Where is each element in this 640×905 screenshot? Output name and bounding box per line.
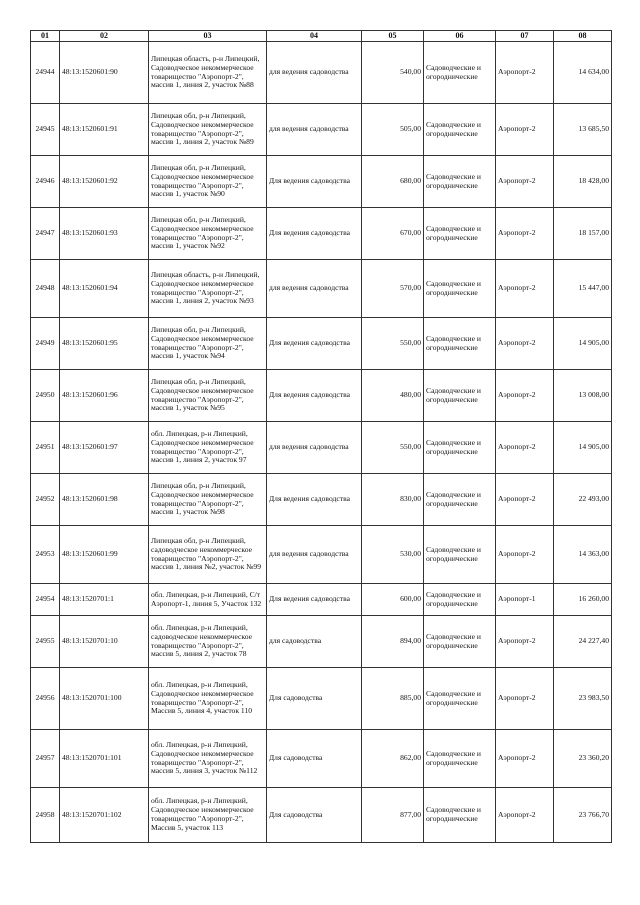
registry-sheet <box>30 30 611 843</box>
address-cell <box>149 788 267 843</box>
table-row <box>31 730 612 788</box>
column-header-07: 07 <box>496 31 554 42</box>
area-value: 550,00 <box>400 338 421 348</box>
cadastral-number-cell <box>60 668 149 730</box>
permitted-use-cell <box>267 788 362 843</box>
row-number: 24955 <box>35 636 55 646</box>
land-category-cell <box>424 422 496 474</box>
area-value: 600,00 <box>400 594 421 604</box>
permitted-use: Для ведения садоводства <box>269 390 350 400</box>
zone-name-cell <box>496 156 554 208</box>
address: Липецкая обл, р-н Липецкий, Садоводческое некоммерческое товарищество "Аэропорт-2", массив 1, участок №90 <box>151 162 254 199</box>
zone-name-cell <box>496 668 554 730</box>
cadastral-number: 48:13:1520701:100 <box>62 693 122 703</box>
area-value: 894,00 <box>400 636 421 646</box>
address: обл. Липецкая, р-н Липецкий, С/т Аэропорт-1, линия 5, Участок 132 <box>151 589 262 608</box>
address: Липецкая обл, р-н Липецкий, Садоводческое некоммерческое товарищество "Аэропорт-2", массив 1, участок №94 <box>151 324 254 361</box>
address: обл. Липецкая, р-н Липецкий, садоводческое некоммерческое товарищество "Аэропорт-2", массив 5, линия 2, участок 78 <box>151 622 252 659</box>
area-value-cell <box>362 208 424 260</box>
area-value-cell <box>362 156 424 208</box>
column-header-04: 04 <box>267 31 362 42</box>
cadastral-number: 48:13:1520601:93 <box>62 228 118 238</box>
land-category-cell <box>424 788 496 843</box>
row-number: 24950 <box>35 390 55 400</box>
cadastral-number-cell <box>60 370 149 422</box>
land-category-cell <box>424 104 496 156</box>
land-category-cell <box>424 156 496 208</box>
area-value: 570,00 <box>400 283 421 293</box>
area-value: 862,00 <box>400 753 421 763</box>
table-row <box>31 616 612 668</box>
column-header-03: 03 <box>149 31 267 42</box>
land-category: Садоводческие и огороднические <box>426 805 481 823</box>
cadastral-number: 48:13:1520601:92 <box>62 176 118 186</box>
cadastral-number: 48:13:1520701:10 <box>62 636 118 646</box>
cadastral-value-cell <box>554 318 612 370</box>
cadastral-number-cell <box>60 616 149 668</box>
table-row <box>31 208 612 260</box>
cadastral-number-cell <box>60 422 149 474</box>
cadastral-value: 23 983,50 <box>578 693 609 703</box>
table-row <box>31 156 612 208</box>
permitted-use: для садоводства <box>269 636 322 646</box>
address-cell <box>149 42 267 104</box>
zone-name: Аэропорт-1 <box>498 594 536 604</box>
row-number: 24954 <box>35 594 55 604</box>
row-number: 24957 <box>35 753 55 763</box>
address-cell <box>149 422 267 474</box>
cadastral-value: 22 493,00 <box>578 494 609 504</box>
land-category-cell <box>424 668 496 730</box>
cadastral-number-cell <box>60 318 149 370</box>
address: Липецкая область, р-н Липецкий, Садоводческое некоммерческое товарищество "Аэропорт-2", массив 1, линия 2, участок №88 <box>151 53 260 90</box>
row-number-cell <box>31 668 60 730</box>
zone-name: Аэропорт-2 <box>498 753 536 763</box>
row-number-cell <box>31 788 60 843</box>
zone-name: Аэропорт-2 <box>498 283 536 293</box>
land-category: Садоводческие и огороднические <box>426 119 481 138</box>
cadastral-value-cell <box>554 788 612 843</box>
column-header-01: 01 <box>31 31 60 42</box>
table-header-row <box>31 31 612 42</box>
zone-name: Аэропорт-2 <box>498 636 536 646</box>
cadastral-number: 48:13:1520601:99 <box>62 549 118 559</box>
cadastral-value-cell <box>554 260 612 318</box>
column-header-06: 06 <box>424 31 496 42</box>
row-number: 24947 <box>35 228 55 238</box>
land-category-cell <box>424 42 496 104</box>
row-number-cell <box>31 208 60 260</box>
permitted-use: для ведения садоводства <box>269 124 349 134</box>
address: обл. Липецкая, р-н Липецкий, Садоводческое некоммерческое товарищество "Аэропорт-2", Массив 5, линия 4, участок 110 <box>151 679 254 716</box>
cadastral-value-cell <box>554 730 612 788</box>
land-category-cell <box>424 260 496 318</box>
area-value: 830,00 <box>400 494 421 504</box>
cadastral-value: 13 008,00 <box>578 390 609 400</box>
permitted-use: Для ведения садоводства <box>269 176 350 186</box>
row-number: 24945 <box>35 124 55 134</box>
address-cell <box>149 526 267 584</box>
land-category-cell <box>424 616 496 668</box>
row-number-cell <box>31 104 60 156</box>
zone-name-cell <box>496 616 554 668</box>
land-category: Садоводческие и огороднические <box>426 62 481 81</box>
cadastral-value: 18 157,00 <box>578 228 609 238</box>
land-category: Садоводческие и огороднические <box>426 278 481 297</box>
row-number-cell <box>31 260 60 318</box>
cadastral-number-cell <box>60 208 149 260</box>
cadastral-number: 48:13:1520601:96 <box>62 390 118 400</box>
cadastral-value-cell <box>554 42 612 104</box>
cadastral-value-cell <box>554 208 612 260</box>
cadastral-number: 48:13:1520601:98 <box>62 494 118 504</box>
row-number: 24946 <box>35 176 55 186</box>
land-category: Садоводческие и огороднические <box>426 544 481 563</box>
cadastral-value: 15 447,00 <box>578 283 609 293</box>
row-number: 24949 <box>35 338 55 348</box>
column-header-02: 02 <box>60 31 149 42</box>
land-category: Садоводческие и огороднические <box>426 748 481 767</box>
row-number-cell <box>31 422 60 474</box>
permitted-use: Для ведения садоводства <box>269 494 350 504</box>
row-number-cell <box>31 156 60 208</box>
address-cell <box>149 616 267 668</box>
area-value-cell <box>362 788 424 843</box>
cadastral-value-cell <box>554 616 612 668</box>
row-number: 24944 <box>35 67 55 77</box>
table-row <box>31 422 612 474</box>
address-cell <box>149 104 267 156</box>
land-category: Садоводческие и огороднические <box>426 437 481 456</box>
area-value-cell <box>362 318 424 370</box>
area-value: 680,00 <box>400 176 421 186</box>
permitted-use-cell <box>267 104 362 156</box>
cadastral-value: 14 634,00 <box>578 67 609 77</box>
permitted-use-cell <box>267 422 362 474</box>
row-number: 24956 <box>35 693 55 703</box>
cadastral-value-cell <box>554 526 612 584</box>
zone-name-cell <box>496 526 554 584</box>
permitted-use-cell <box>267 474 362 526</box>
address-cell <box>149 474 267 526</box>
area-value: 480,00 <box>400 390 421 400</box>
zone-name-cell <box>496 42 554 104</box>
land-category-cell <box>424 584 496 616</box>
permitted-use-cell <box>267 668 362 730</box>
cadastral-number: 48:13:1520601:94 <box>62 283 118 293</box>
land-category: Садоводческие и огороднические <box>426 688 481 707</box>
table-row <box>31 788 612 843</box>
cadastral-number-cell <box>60 156 149 208</box>
cadastral-value: 14 905,00 <box>578 442 609 452</box>
zone-name: Аэропорт-2 <box>498 124 536 134</box>
area-value: 505,00 <box>400 124 421 134</box>
land-category: Садоводческие и огороднические <box>426 223 481 242</box>
cadastral-number-cell <box>60 730 149 788</box>
area-value-cell <box>362 730 424 788</box>
area-value-cell <box>362 370 424 422</box>
table-row <box>31 668 612 730</box>
area-value-cell <box>362 104 424 156</box>
permitted-use-cell <box>267 730 362 788</box>
row-number-cell <box>31 584 60 616</box>
zone-name-cell <box>496 474 554 526</box>
address-cell <box>149 260 267 318</box>
zone-name: Аэропорт-2 <box>498 390 536 400</box>
area-value-cell <box>362 668 424 730</box>
zone-name-cell <box>496 422 554 474</box>
zone-name: Аэропорт-2 <box>498 176 536 186</box>
address: обл. Липецкая, р-н Липецкий, Садоводческое некоммерческое товарищество "Аэропорт-2", массив 5, линия 3, участок №112 <box>151 739 258 776</box>
address: Липецкая обл, р-н Липецкий, Садоводческое некоммерческое товарищество "Аэропорт-2", массив 1, участок №98 <box>151 480 254 517</box>
cadastral-value-cell <box>554 474 612 526</box>
address-cell <box>149 584 267 616</box>
cadastral-number: 48:13:1520701:101 <box>62 753 122 763</box>
cadastral-value: 13 685,50 <box>578 124 609 134</box>
area-value-cell <box>362 474 424 526</box>
address-cell <box>149 208 267 260</box>
row-number-cell <box>31 42 60 104</box>
table-row <box>31 42 612 104</box>
area-value: 670,00 <box>400 228 421 238</box>
permitted-use-cell <box>267 42 362 104</box>
cadastral-number-cell <box>60 42 149 104</box>
address-cell <box>149 318 267 370</box>
zone-name-cell <box>496 260 554 318</box>
zone-name-cell <box>496 104 554 156</box>
table-row <box>31 318 612 370</box>
area-value: 530,00 <box>400 549 421 559</box>
zone-name: Аэропорт-2 <box>498 338 536 348</box>
permitted-use-cell <box>267 318 362 370</box>
cadastral-number-cell <box>60 526 149 584</box>
cadastral-value-cell <box>554 422 612 474</box>
zone-name-cell <box>496 370 554 422</box>
row-number-cell <box>31 526 60 584</box>
table-row <box>31 526 612 584</box>
zone-name: Аэропорт-2 <box>498 442 536 452</box>
cadastral-value-cell <box>554 370 612 422</box>
cadastral-value: 23 360,20 <box>578 753 609 763</box>
land-category: Садоводческие и огороднические <box>426 489 481 508</box>
cadastral-value-cell <box>554 584 612 616</box>
row-number: 24952 <box>35 494 55 504</box>
cadastral-number: 48:13:1520601:95 <box>62 338 118 348</box>
zone-name: Аэропорт-2 <box>498 228 536 238</box>
column-header-08: 08 <box>554 31 612 42</box>
cadastral-number: 48:13:1520601:90 <box>62 67 118 77</box>
cadastral-value-cell <box>554 156 612 208</box>
address: Липецкая обл, р-н Липецкий, Садоводческое некоммерческое товарищество "Аэропорт-2", массив 1, линия 2, участок №89 <box>151 110 254 147</box>
zone-name: Аэропорт-2 <box>498 809 536 819</box>
permitted-use: Для ведения садоводства <box>269 338 350 348</box>
permitted-use: для ведения садоводства <box>269 549 349 559</box>
land-plot-registry-table <box>30 30 612 843</box>
row-number: 24951 <box>35 442 55 452</box>
permitted-use-cell <box>267 584 362 616</box>
land-category: Садоводческие и огороднические <box>426 631 481 650</box>
table-row <box>31 370 612 422</box>
zone-name: Аэропорт-2 <box>498 549 536 559</box>
area-value: 877,00 <box>400 809 421 819</box>
permitted-use-cell <box>267 156 362 208</box>
permitted-use: Для садоводства <box>269 809 323 819</box>
land-category-cell <box>424 526 496 584</box>
permitted-use-cell <box>267 370 362 422</box>
table-row <box>31 104 612 156</box>
land-category-cell <box>424 370 496 422</box>
address-cell <box>149 370 267 422</box>
row-number: 24948 <box>35 283 55 293</box>
cadastral-value: 14 363,00 <box>578 549 609 559</box>
permitted-use-cell <box>267 260 362 318</box>
table-body <box>31 42 612 843</box>
address: Липецкая обл, р-н Липецкий, садоводческое некоммерческое товарищество "Аэропорт-2", массив 1, линия №2, участок №99 <box>151 535 262 572</box>
area-value: 550,00 <box>400 442 421 452</box>
zone-name-cell <box>496 318 554 370</box>
cadastral-value: 24 227,40 <box>578 636 609 646</box>
address: обл. Липецкая, р-н Липецкий, Садоводческое некоммерческое товарищество "Аэропорт-2", Массив 5, участок 113 <box>151 796 254 832</box>
land-category-cell <box>424 730 496 788</box>
permitted-use: Для ведения садоводства <box>269 228 350 238</box>
cadastral-value: 16 260,00 <box>578 594 609 604</box>
cadastral-number-cell <box>60 788 149 843</box>
area-value-cell <box>362 422 424 474</box>
row-number-cell <box>31 474 60 526</box>
cadastral-value: 18 428,00 <box>578 176 609 186</box>
cadastral-number: 48:13:1520701:1 <box>62 594 114 604</box>
permitted-use: для ведения садоводства <box>269 67 349 77</box>
row-number: 24953 <box>35 549 55 559</box>
area-value-cell <box>362 526 424 584</box>
cadastral-number: 48:13:1520701:102 <box>62 809 122 819</box>
area-value-cell <box>362 584 424 616</box>
row-number: 24958 <box>35 809 55 819</box>
cadastral-value: 14 905,00 <box>578 338 609 348</box>
address-cell <box>149 156 267 208</box>
row-number-cell <box>31 370 60 422</box>
cadastral-number-cell <box>60 260 149 318</box>
zone-name: Аэропорт-2 <box>498 494 536 504</box>
cadastral-value-cell <box>554 668 612 730</box>
row-number-cell <box>31 616 60 668</box>
cadastral-value-cell <box>554 104 612 156</box>
permitted-use: для ведения садоводства <box>269 283 349 293</box>
address: Липецкая обл, р-н Липецкий, Садоводческое некоммерческое товарищество "Аэропорт-2", массив 1, участок №92 <box>151 214 254 251</box>
permitted-use: Для ведения садоводства <box>269 594 350 604</box>
cadastral-number-cell <box>60 104 149 156</box>
address-cell <box>149 668 267 730</box>
table-row <box>31 260 612 318</box>
land-category-cell <box>424 474 496 526</box>
permitted-use-cell <box>267 526 362 584</box>
row-number-cell <box>31 318 60 370</box>
land-category: Садоводческие и огороднические <box>426 589 481 608</box>
row-number-cell <box>31 730 60 788</box>
land-category: Садоводческие и огороднические <box>426 385 481 404</box>
zone-name-cell <box>496 584 554 616</box>
permitted-use: Для садоводства <box>269 753 323 763</box>
land-category: Садоводческие и огороднические <box>426 333 481 352</box>
land-category-cell <box>424 318 496 370</box>
zone-name-cell <box>496 788 554 843</box>
cadastral-number: 48:13:1520601:97 <box>62 442 118 452</box>
permitted-use: для ведения садоводства <box>269 442 349 452</box>
cadastral-number: 48:13:1520601:91 <box>62 124 118 134</box>
zone-name: Аэропорт-2 <box>498 693 536 703</box>
zone-name-cell <box>496 208 554 260</box>
column-header-05: 05 <box>362 31 424 42</box>
area-value-cell <box>362 260 424 318</box>
permitted-use-cell <box>267 616 362 668</box>
cadastral-value: 23 766,70 <box>578 809 609 819</box>
permitted-use: Для садоводства <box>269 693 323 703</box>
area-value: 885,00 <box>400 693 421 703</box>
zone-name: Аэропорт-2 <box>498 67 536 77</box>
land-category-cell <box>424 208 496 260</box>
area-value-cell <box>362 616 424 668</box>
address-cell <box>149 730 267 788</box>
area-value: 540,00 <box>400 67 421 77</box>
permitted-use-cell <box>267 208 362 260</box>
cadastral-number-cell <box>60 474 149 526</box>
land-category: Садоводческие и огороднические <box>426 171 481 190</box>
cadastral-number-cell <box>60 584 149 616</box>
area-value-cell <box>362 42 424 104</box>
address: Липецкая обл, р-н Липецкий, Садоводческое некоммерческое товарищество "Аэропорт-2", массив 1, участок №95 <box>151 376 254 413</box>
table-row <box>31 474 612 526</box>
zone-name-cell <box>496 730 554 788</box>
address: Липецкая область, р-н Липецкий, Садоводческое некоммерческое товарищество "Аэропорт-2", массив 1, линия 2, участок №93 <box>151 269 260 306</box>
table-row <box>31 584 612 616</box>
address: обл. Липецкая, р-н Липецкий, Садоводческое некоммерческое товарищество "Аэропорт-2", массив 1, линия 2, участок 97 <box>151 428 254 465</box>
